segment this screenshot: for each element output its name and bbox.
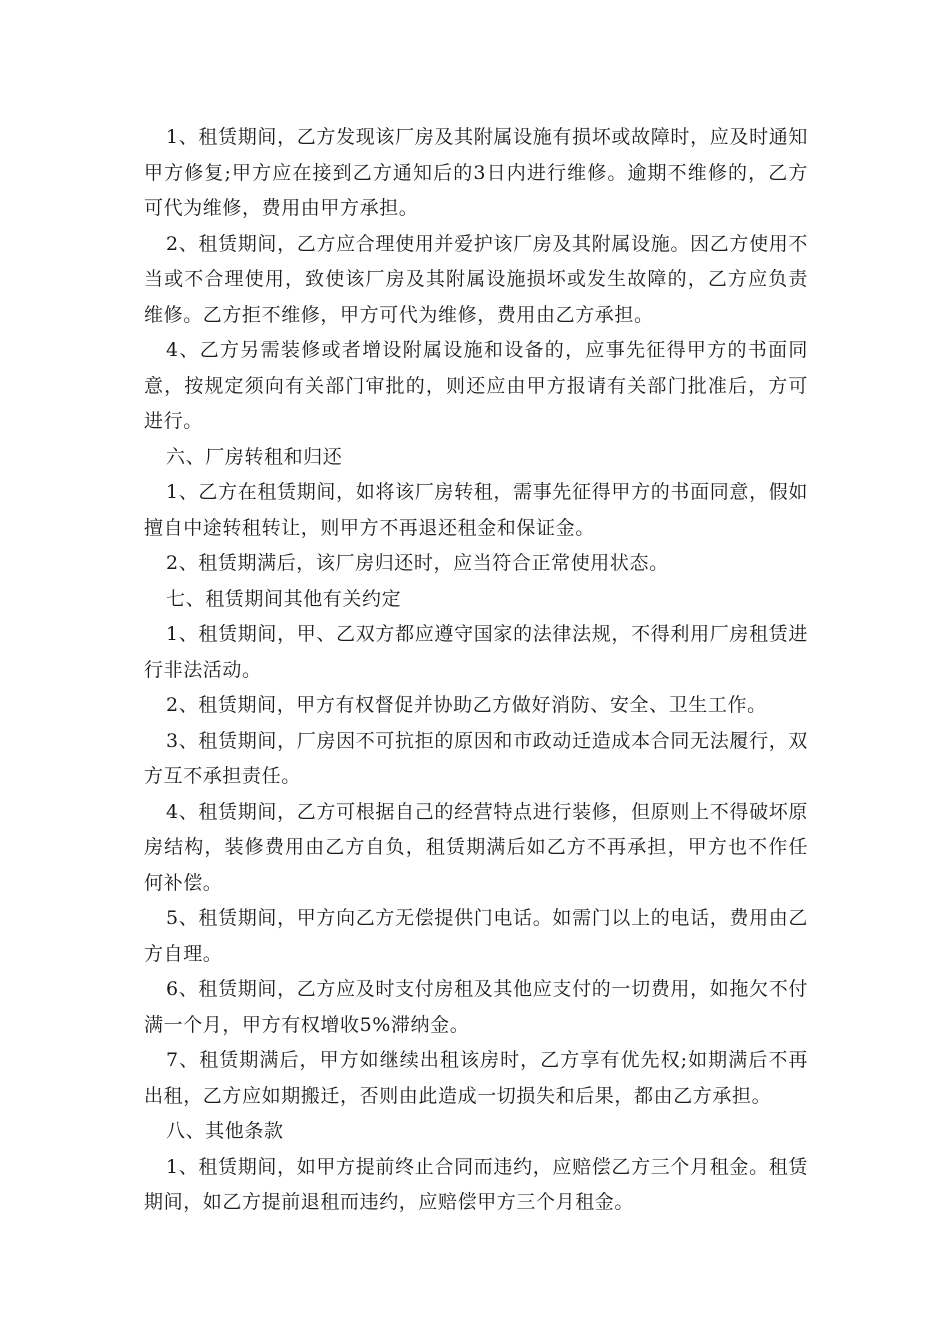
clause-7-6: 6、租赁期间，乙方应及时支付房租及其他应支付的一切费用，如拖欠不付满一个月，甲方有权增收5%滞纳金。 (144, 978, 808, 1036)
document-body (144, 120, 808, 1221)
section-8-heading: 八、其他条款 (166, 1120, 284, 1142)
clause-5-2: 2、租赁期间，乙方应合理使用并爱护该厂房及其附属设施。因乙方使用不当或不合理使用，致使该厂房及其附属设施损坏或发生故障的，乙方应负责维修。乙方拒不维修，甲方可代为维修，费用由乙方承担。 (144, 232, 808, 326)
clause-6-1: 1、乙方在租赁期间，如将该厂房转租，需事先征得甲方的书面同意，假如擅自中途转租转让，则甲方不再退还租金和保证金。 (144, 481, 808, 539)
clause-6-2: 2、租赁期满后，该厂房归还时，应当符合正常使用状态。 (166, 552, 669, 574)
clause-8-1: 1、租赁期间，如甲方提前终止合同而违约，应赔偿乙方三个月租金。租赁期间，如乙方提前退租而违约，应赔偿甲方三个月租金。 (144, 1155, 808, 1213)
clause-5-1: 1、租赁期间，乙方发现该厂房及其附属设施有损坏或故障时，应及时通知甲方修复;甲方应在接到乙方通知后的3日内进行维修。逾期不维修的，乙方可代为维修，费用由甲方承担。 (144, 126, 808, 219)
clause-7-5: 5、租赁期间，甲方向乙方无偿提供门电话。如需门以上的电话，费用由乙方自理。 (144, 907, 808, 965)
clause-5-4: 4、乙方另需装修或者增设附属设施和设备的，应事先征得甲方的书面同意，按规定须向有关部门审批的，则还应由甲方报请有关部门批准后，方可进行。 (144, 339, 808, 432)
section-7-heading: 七、租赁期间其他有关约定 (166, 587, 402, 610)
clause-7-4: 4、租赁期间，乙方可根据自己的经营特点进行装修，但原则上不得破坏原房结构，装修费用由乙方自负，租赁期满后如乙方不再承担，甲方也不作任何补偿。 (144, 800, 808, 894)
clause-7-3: 3、租赁期间，厂房因不可抗拒的原因和市政动迁造成本合同无法履行，双方互不承担责任。 (144, 729, 808, 787)
clause-7-7: 7、租赁期满后，甲方如继续出租该房时，乙方享有优先权;如期满后不再出租，乙方应如期搬迁，否则由此造成一切损失和后果，都由乙方承担。 (144, 1049, 808, 1107)
clause-7-2: 2、租赁期间，甲方有权督促并协助乙方做好消防、安全、卫生工作。 (166, 694, 767, 716)
section-6-heading: 六、厂房转租和归还 (166, 445, 343, 468)
clause-7-1: 1、租赁期间，甲、乙双方都应遵守国家的法律法规，不得利用厂房租赁进行非法活动。 (144, 623, 808, 681)
